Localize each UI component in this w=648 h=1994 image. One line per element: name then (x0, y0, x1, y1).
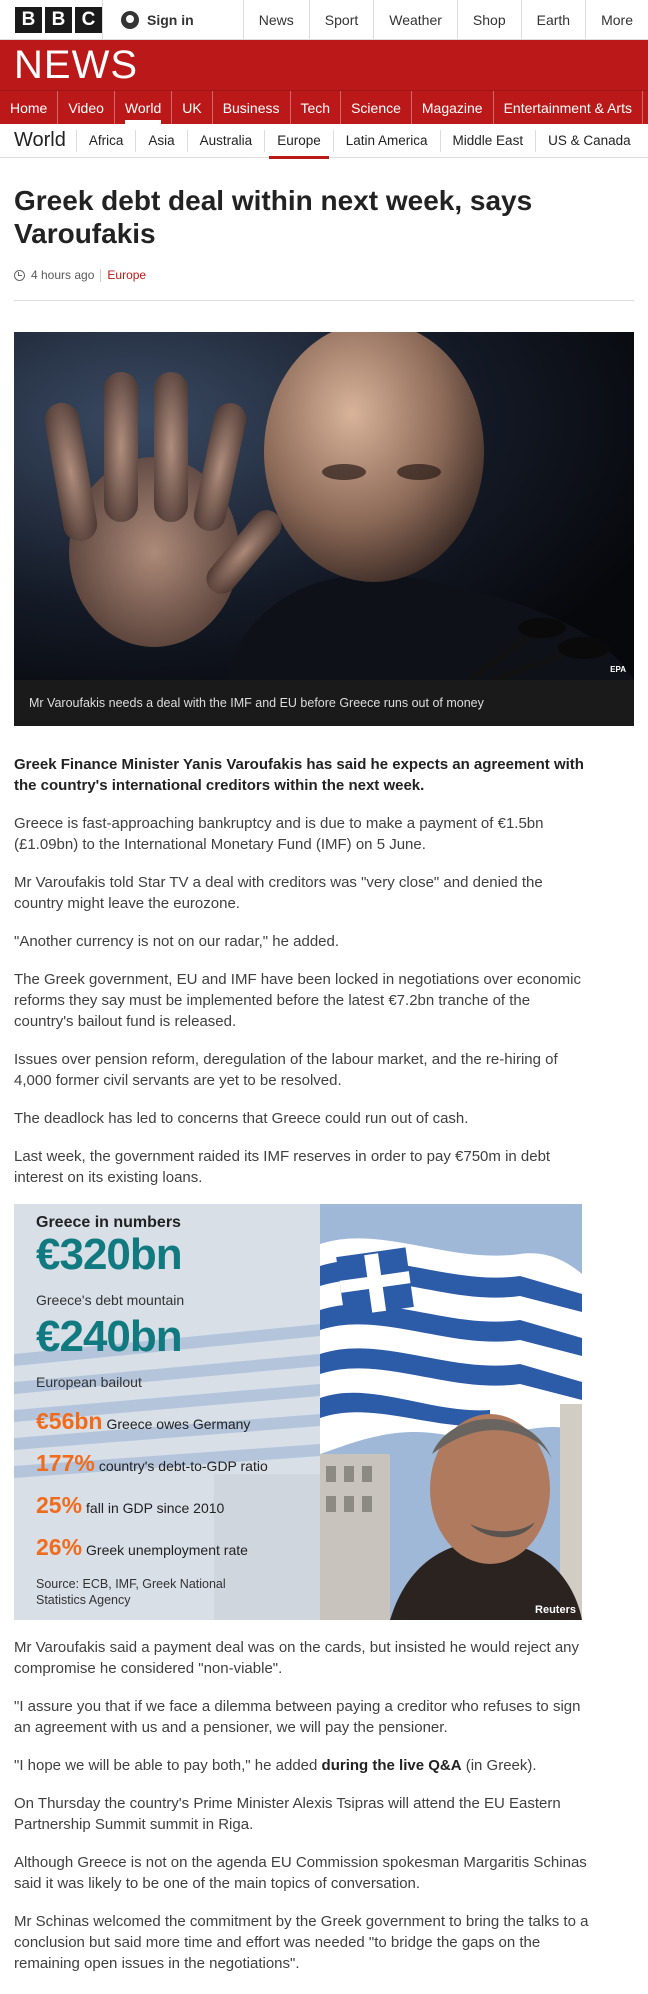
stat-row (36, 1534, 248, 1561)
user-icon (121, 11, 139, 29)
bbc-top-bar (0, 0, 648, 40)
image-credit: EPA (610, 665, 626, 674)
top-nav (243, 0, 648, 39)
section-nav-world[interactable]: World (115, 91, 172, 124)
world-subnav (0, 124, 648, 158)
bbc-logo-letter: C (75, 7, 102, 33)
infographic-title: Greece in numbers (36, 1214, 181, 1231)
divider (14, 300, 634, 301)
top-nav-shop[interactable]: Shop (457, 0, 521, 39)
live-qa-link[interactable]: during the live Q&A (321, 1757, 462, 1774)
paragraph: The Greek government, EU and IMF have been locked in negotiations over economic reforms they say must be implemented before the latest €7.2bn tranche of the country's bailout fund is released. (14, 971, 581, 1030)
stat-row (36, 1492, 224, 1519)
stat-label: Greece owes Germany (106, 1416, 251, 1432)
paragraph-text: (in Greek). (461, 1757, 537, 1774)
section-nav-tech[interactable]: Tech (291, 91, 342, 124)
world-nav-asia[interactable]: Asia (135, 130, 186, 152)
world-nav-latin-america[interactable]: Latin America (333, 130, 440, 152)
debt-figure: €320bn (36, 1230, 182, 1279)
paragraph: Although Greece is not on the agenda EU Commission spokesman Margaritis Schinas said it was likely to be one of the main topics of conversation. (14, 1854, 587, 1892)
section-nav-business[interactable]: Business (213, 91, 291, 124)
stat-label: fall in GDP since 2010 (86, 1500, 225, 1516)
greece-in-numbers-infographic (14, 1204, 582, 1620)
stat-row (36, 1408, 250, 1435)
world-nav-australia[interactable]: Australia (187, 130, 265, 152)
world-nav-us-canada[interactable]: US & Canada (535, 130, 643, 152)
article-meta (14, 268, 634, 282)
varoufakis-photo (14, 332, 634, 680)
stat-row (36, 1450, 268, 1477)
paragraph: On Thursday the country's Prime Minister Alexis Tsipras will attend the EU Eastern Partnership Summit summit in Riga. (14, 1795, 561, 1833)
section-nav-uk[interactable]: UK (172, 91, 212, 124)
section-link-europe[interactable]: Europe (107, 268, 147, 282)
world-nav-europe[interactable]: Europe (264, 130, 333, 152)
article (0, 184, 648, 1974)
stat-number: €56bn (36, 1408, 103, 1434)
paragraph: Last week, the government raided its IMF reserves in order to pay €750m in debt interest on its existing loans. (14, 1148, 551, 1186)
debt-label: Greece's debt mountain (36, 1292, 185, 1308)
paragraph: Mr Varoufakis told Star TV a deal with creditors was "very close" and denied the country might leave the eurozone. (14, 874, 543, 912)
headline: Greek debt deal within next week, says Varoufakis (14, 185, 533, 249)
sign-in-label: Sign in (147, 11, 194, 28)
photo-credit: Reuters (535, 1604, 576, 1616)
hero-image (14, 332, 634, 726)
top-nav-earth[interactable]: Earth (521, 0, 585, 39)
section-nav (0, 90, 648, 124)
stat-label: country's debt-to-GDP ratio (98, 1458, 268, 1474)
section-nav-video[interactable]: Video (58, 91, 115, 124)
paragraph: "Another currency is not on our radar," he added. (14, 933, 340, 950)
section-nav-science[interactable]: Science (341, 91, 412, 124)
infographic-photo (320, 1204, 582, 1620)
top-nav-more[interactable]: More (585, 0, 648, 39)
news-header (0, 40, 648, 90)
bbc-logo-letter: B (15, 7, 42, 33)
world-subnav-title[interactable]: World (14, 129, 66, 151)
world-nav-middle-east[interactable]: Middle East (440, 130, 536, 152)
paragraph-with-link (14, 1755, 589, 1776)
sign-in-link[interactable] (102, 0, 243, 39)
meta-divider (100, 269, 101, 282)
paragraph-text: "I hope we will be able to pay both," he added (14, 1757, 322, 1774)
top-nav-news[interactable]: News (243, 0, 309, 39)
bbc-logo[interactable] (0, 0, 102, 39)
bailout-label: European bailout (36, 1374, 142, 1390)
timestamp: 4 hours ago (31, 268, 95, 282)
section-nav-home[interactable]: Home (0, 91, 58, 124)
bbc-logo-letter: B (45, 7, 72, 33)
infographic-stats-panel (14, 1204, 320, 1620)
section-nav-entertainment[interactable]: Entertainment & Arts (494, 91, 643, 124)
clock-icon (14, 270, 25, 281)
paragraph: The deadlock has led to concerns that Greece could run out of cash. (14, 1110, 469, 1127)
world-nav-africa[interactable]: Africa (76, 130, 136, 152)
stat-number: 25% (36, 1492, 83, 1518)
news-logo[interactable]: NEWS (14, 42, 138, 87)
paragraph: Mr Varoufakis said a payment deal was on the cards, but insisted he would reject any compromise he considered "non-viable". (14, 1639, 580, 1677)
paragraph: Greece is fast-approaching bankruptcy and is due to make a payment of €1.5bn (£1.09bn) to the International Monetary Fund (IMF) on 5 June. (14, 815, 544, 853)
bailout-figure: €240bn (36, 1312, 182, 1361)
stat-number: 177% (36, 1450, 95, 1476)
image-caption: Mr Varoufakis needs a deal with the IMF and EU before Greece runs out of money (14, 680, 634, 726)
top-nav-weather[interactable]: Weather (373, 0, 457, 39)
stat-number: 26% (36, 1534, 83, 1560)
top-nav-sport[interactable]: Sport (309, 0, 373, 39)
article-intro: Greek Finance Minister Yanis Varoufakis has said he expects an agreement with the country's international creditors within the next week. (14, 756, 584, 794)
paragraph: Issues over pension reform, deregulation of the labour market, and the re-hiring of 4,000 former civil servants are yet to be resolved. (14, 1051, 558, 1089)
paragraph: Mr Schinas welcomed the commitment by the Greek government to bring the talks to a conclusion but said more time and effort was needed "to bridge the gaps on the remaining open issues in the negotiations". (14, 1913, 589, 1972)
section-nav-magazine[interactable]: Magazine (412, 91, 494, 124)
greek-flag-photo (320, 1204, 582, 1620)
stat-label: Greek unemployment rate (86, 1542, 248, 1558)
paragraph: "I assure you that if we face a dilemma between paying a creditor who refuses to sign an agreement with us and a pensioner, we will pay the pensioner. (14, 1698, 581, 1736)
infographic-source: Source: ECB, IMF, Greek National Statistics Agency (36, 1577, 226, 1607)
